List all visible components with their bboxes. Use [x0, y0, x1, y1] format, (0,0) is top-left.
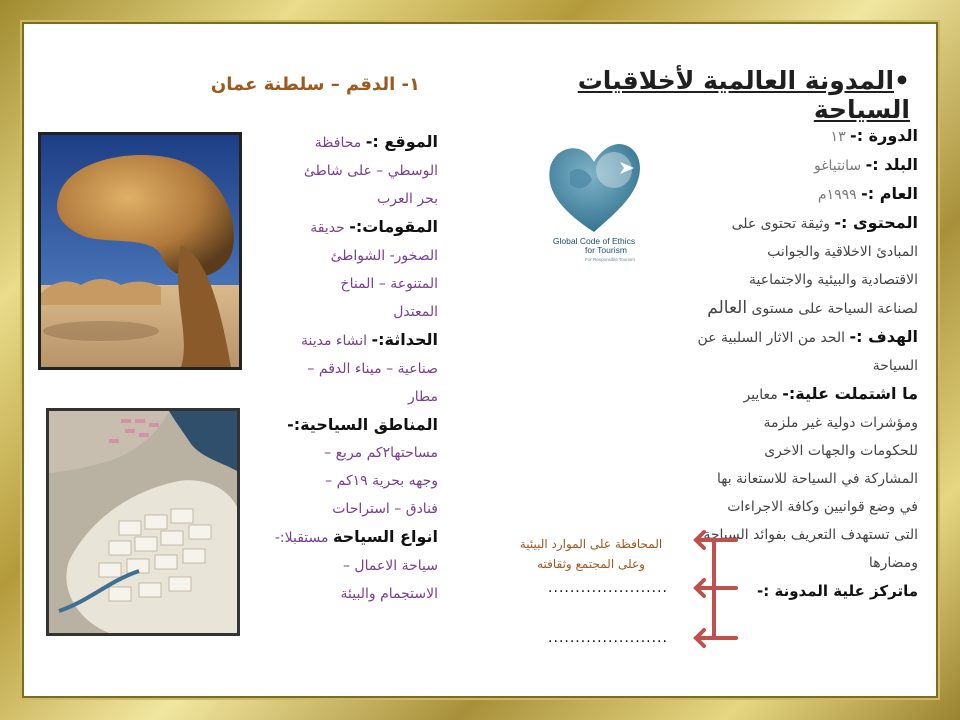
modernity-line-2: صناعية – ميناء الدقم – — [307, 361, 438, 377]
global-code-ethics-logo — [540, 132, 648, 264]
content-line-4-world: العالم — [707, 298, 748, 318]
annotation-line-2: وعلى المجتمع وثقافته — [537, 557, 645, 571]
modernity-line-3: مطار — [407, 389, 438, 405]
content-value: وثيقة تحتوى على — [731, 216, 835, 232]
included-line-3: للحكومات والجهات الاخرى — [764, 443, 918, 459]
types-line-3: الاستجمام والبيئة — [340, 586, 438, 602]
heart-globe-icon — [540, 132, 648, 264]
included-line-4: المشاركة في السياحة للاستعانة بها — [716, 471, 918, 487]
content-line-2: المبادئ الاخلاقية والجوانب — [767, 244, 918, 260]
modernity-row — [246, 326, 438, 355]
country-label: البلد :- — [865, 155, 918, 174]
content-label: المحتوى :- — [834, 213, 918, 232]
duqm-details — [246, 128, 438, 608]
components-row — [246, 213, 438, 242]
duqm-masterplan-photo — [46, 408, 240, 636]
main-title — [540, 66, 910, 124]
cycle-value: ١٣ — [830, 129, 851, 145]
placeholder-dots-1: ...................... — [548, 580, 668, 596]
title-bullet: • — [894, 66, 910, 95]
red-bracket-arrows — [692, 528, 744, 648]
main-title-text: المدونة العالمية لأخلاقيات السياحة — [577, 66, 910, 124]
content-line-4 — [630, 294, 918, 323]
country-value: سانتياغو — [813, 158, 866, 174]
included-line-2: ومؤشرات دولية غير ملزمة — [763, 415, 918, 431]
components-line-3: المتنوعة – المناخ — [340, 276, 438, 292]
types-line-2: سياحة الاعمال – — [342, 558, 438, 574]
included-row — [630, 380, 918, 409]
location-value: محافظة — [314, 135, 366, 151]
components-line-2: الصخور- الشواطئ — [330, 248, 438, 264]
arrow-shafts — [696, 540, 714, 638]
location-line-2: الوسطي – على شاطئ — [303, 163, 438, 179]
included-value: معايير — [743, 387, 783, 403]
content-line-3: الاقتصادية والبيئية والاجتماعية — [748, 272, 918, 288]
location-line-3: بحر العرب — [377, 191, 438, 207]
rock-garden-photo — [38, 132, 242, 370]
year-label: العام :- — [861, 184, 918, 203]
zones-line-1: مساحتها٢كم مربع – — [324, 445, 438, 461]
code-details — [630, 122, 918, 605]
zones-line-2: وجهه بحرية ١٩كم – — [325, 473, 438, 489]
logo-line-1: Global Code of Ethics — [552, 236, 636, 246]
goal-label: الهدف :- — [849, 327, 918, 346]
included-label: ما اشتملت علية:- — [782, 384, 918, 403]
logo-line-2: for Tourism — [585, 245, 627, 255]
location-row — [246, 128, 438, 157]
zones-label: المناطق السياحية:- — [287, 415, 438, 434]
content-row — [630, 209, 918, 238]
rock-landscape-image — [41, 135, 239, 367]
location-label: الموقع :- — [365, 132, 438, 151]
included-line-5: في وضع قوانيين وكافة الاجراءات — [727, 499, 918, 515]
components-line-4: المعتدل — [393, 304, 438, 320]
components-value: حديقة — [310, 220, 350, 236]
goal-value: الحد من الاثار السلبية عن — [697, 330, 850, 346]
annotation-line-1: المحافظة على الموارد البيئية — [519, 537, 663, 551]
country-row — [630, 151, 918, 180]
goal-row — [630, 323, 918, 352]
cycle-row — [630, 122, 918, 151]
placeholder-dots-2: ...................... — [548, 630, 668, 646]
logo-line-3: For Responsible Tourism — [585, 257, 635, 262]
zones-line-3: فنادق – استراحات — [332, 501, 438, 517]
sub-title: ١- الدقم – سلطنة عمان — [210, 74, 420, 95]
types-row — [246, 523, 438, 552]
types-value: مستقبلا:- — [274, 530, 333, 546]
year-value: ١٩٩٩م — [817, 187, 862, 203]
types-label: انواع السياحة — [332, 527, 438, 546]
components-label: المقومات:- — [349, 217, 438, 236]
focus-label: ماتركز علية المدونة :- — [757, 582, 918, 600]
cycle-label: الدورة :- — [850, 126, 918, 145]
goal-line-2: السياحة — [872, 358, 918, 374]
content-line-4-text: لصناعة السياحة على مستوى — [747, 301, 918, 317]
modernity-value: انشاء مدينة — [301, 333, 372, 349]
focus-annotation — [500, 534, 682, 574]
modernity-label: الحداثة:- — [371, 330, 438, 349]
included-line-7: ومضارها — [868, 555, 918, 571]
aerial-masterplan-image — [49, 411, 237, 633]
year-row — [630, 180, 918, 209]
included-line-6: التى تستهدف التعريف بفوائد السياحة — [703, 527, 918, 543]
